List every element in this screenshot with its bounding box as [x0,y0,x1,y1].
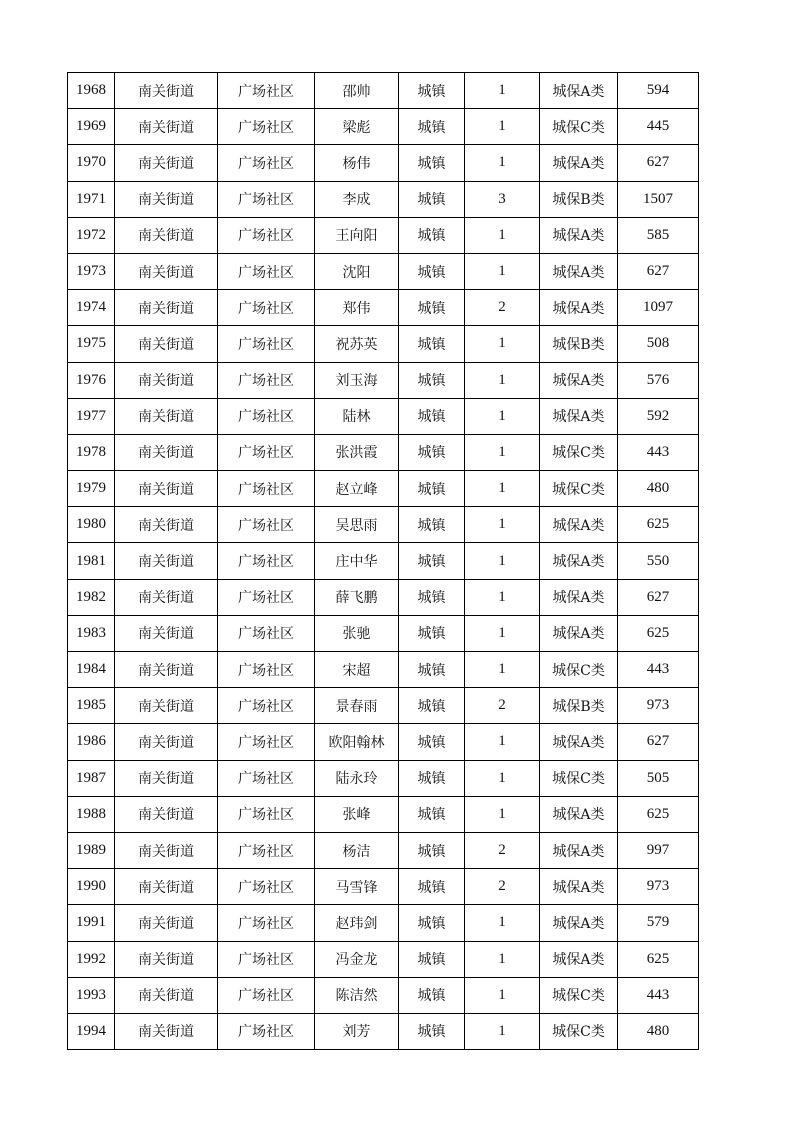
street-cell: 南关街道 [115,543,218,579]
community-cell: 广场社区 [218,290,315,326]
community-cell: 广场社区 [218,362,315,398]
row-number-cell: 1992 [68,941,115,977]
residence-type-cell: 城镇 [399,579,465,615]
street-cell: 南关街道 [115,652,218,688]
community-cell: 广场社区 [218,760,315,796]
category-cell: 城保A类 [540,398,618,434]
amount-cell: 625 [618,941,699,977]
person-name-cell: 梁彪 [315,109,399,145]
category-cell: 城保C类 [540,471,618,507]
category-cell: 城保C类 [540,760,618,796]
table-row [68,688,699,724]
street-cell: 南关街道 [115,832,218,868]
people-count-cell: 1 [465,543,540,579]
community-cell: 广场社区 [218,326,315,362]
community-cell: 广场社区 [218,1013,315,1049]
table-row [68,1013,699,1049]
table-body [68,73,699,1050]
residence-type-cell: 城镇 [399,362,465,398]
row-number-cell: 1988 [68,796,115,832]
category-cell: 城保A类 [540,724,618,760]
row-number-cell: 1983 [68,615,115,651]
person-name-cell: 郑伟 [315,290,399,326]
community-cell: 广场社区 [218,579,315,615]
residence-type-cell: 城镇 [399,832,465,868]
category-cell: 城保A类 [540,507,618,543]
row-number-cell: 1970 [68,145,115,181]
amount-cell: 443 [618,434,699,470]
category-cell: 城保A类 [540,73,618,109]
table-row [68,832,699,868]
category-cell: 城保A类 [540,832,618,868]
amount-cell: 443 [618,652,699,688]
table-row [68,760,699,796]
table-row [68,615,699,651]
residence-type-cell: 城镇 [399,507,465,543]
amount-cell: 625 [618,796,699,832]
table-row [68,977,699,1013]
residence-type-cell: 城镇 [399,796,465,832]
amount-cell: 973 [618,869,699,905]
category-cell: 城保A类 [540,145,618,181]
person-name-cell: 张洪霞 [315,434,399,470]
community-cell: 广场社区 [218,181,315,217]
person-name-cell: 赵玮剑 [315,905,399,941]
category-cell: 城保A类 [540,869,618,905]
people-count-cell: 1 [465,434,540,470]
table-row [68,145,699,181]
street-cell: 南关街道 [115,941,218,977]
residence-type-cell: 城镇 [399,471,465,507]
person-name-cell: 马雪锋 [315,869,399,905]
people-count-cell: 1 [465,109,540,145]
street-cell: 南关街道 [115,109,218,145]
row-number-cell: 1972 [68,217,115,253]
category-cell: 城保A类 [540,253,618,289]
people-count-cell: 1 [465,760,540,796]
row-number-cell: 1984 [68,652,115,688]
row-number-cell: 1971 [68,181,115,217]
street-cell: 南关街道 [115,73,218,109]
table-row [68,724,699,760]
residence-type-cell: 城镇 [399,326,465,362]
street-cell: 南关街道 [115,869,218,905]
amount-cell: 505 [618,760,699,796]
row-number-cell: 1979 [68,471,115,507]
amount-cell: 1097 [618,290,699,326]
residence-type-cell: 城镇 [399,543,465,579]
person-name-cell: 陆永玲 [315,760,399,796]
street-cell: 南关街道 [115,253,218,289]
street-cell: 南关街道 [115,398,218,434]
community-cell: 广场社区 [218,977,315,1013]
people-count-cell: 1 [465,398,540,434]
amount-cell: 445 [618,109,699,145]
table-row [68,579,699,615]
people-count-cell: 1 [465,579,540,615]
residence-type-cell: 城镇 [399,905,465,941]
table-row [68,181,699,217]
person-name-cell: 李成 [315,181,399,217]
street-cell: 南关街道 [115,724,218,760]
amount-cell: 480 [618,471,699,507]
person-name-cell: 景春雨 [315,688,399,724]
table-row [68,543,699,579]
amount-cell: 592 [618,398,699,434]
street-cell: 南关街道 [115,471,218,507]
table-row [68,362,699,398]
row-number-cell: 1973 [68,253,115,289]
street-cell: 南关街道 [115,326,218,362]
amount-cell: 508 [618,326,699,362]
category-cell: 城保C类 [540,1013,618,1049]
people-count-cell: 1 [465,905,540,941]
community-cell: 广场社区 [218,507,315,543]
amount-cell: 550 [618,543,699,579]
row-number-cell: 1969 [68,109,115,145]
street-cell: 南关街道 [115,290,218,326]
row-number-cell: 1991 [68,905,115,941]
table-row [68,869,699,905]
street-cell: 南关街道 [115,362,218,398]
amount-cell: 625 [618,615,699,651]
row-number-cell: 1982 [68,579,115,615]
amount-cell: 627 [618,579,699,615]
person-name-cell: 杨洁 [315,832,399,868]
row-number-cell: 1981 [68,543,115,579]
residence-type-cell: 城镇 [399,941,465,977]
person-name-cell: 陆林 [315,398,399,434]
amount-cell: 576 [618,362,699,398]
street-cell: 南关街道 [115,1013,218,1049]
person-name-cell: 沈阳 [315,253,399,289]
residence-type-cell: 城镇 [399,145,465,181]
person-name-cell: 祝苏英 [315,326,399,362]
person-name-cell: 张驰 [315,615,399,651]
row-number-cell: 1978 [68,434,115,470]
amount-cell: 627 [618,145,699,181]
community-cell: 广场社区 [218,543,315,579]
people-count-cell: 1 [465,1013,540,1049]
person-name-cell: 刘芳 [315,1013,399,1049]
people-count-cell: 1 [465,724,540,760]
table-row [68,290,699,326]
row-number-cell: 1994 [68,1013,115,1049]
people-count-cell: 1 [465,652,540,688]
residence-type-cell: 城镇 [399,688,465,724]
category-cell: 城保A类 [540,905,618,941]
community-cell: 广场社区 [218,796,315,832]
amount-cell: 1507 [618,181,699,217]
street-cell: 南关街道 [115,145,218,181]
amount-cell: 627 [618,724,699,760]
person-name-cell: 陈洁然 [315,977,399,1013]
row-number-cell: 1993 [68,977,115,1013]
street-cell: 南关街道 [115,615,218,651]
amount-cell: 480 [618,1013,699,1049]
street-cell: 南关街道 [115,688,218,724]
person-name-cell: 冯金龙 [315,941,399,977]
people-count-cell: 1 [465,977,540,1013]
residence-type-cell: 城镇 [399,181,465,217]
person-name-cell: 吴思雨 [315,507,399,543]
table-row [68,652,699,688]
amount-cell: 443 [618,977,699,1013]
row-number-cell: 1986 [68,724,115,760]
residence-type-cell: 城镇 [399,724,465,760]
people-count-cell: 1 [465,507,540,543]
people-count-cell: 1 [465,796,540,832]
people-count-cell: 1 [465,145,540,181]
category-cell: 城保A类 [540,290,618,326]
street-cell: 南关街道 [115,796,218,832]
table-row [68,109,699,145]
residence-type-cell: 城镇 [399,398,465,434]
people-count-cell: 1 [465,253,540,289]
people-count-cell: 1 [465,362,540,398]
people-count-cell: 2 [465,832,540,868]
table-row [68,941,699,977]
community-cell: 广场社区 [218,217,315,253]
person-name-cell: 宋超 [315,652,399,688]
amount-cell: 579 [618,905,699,941]
amount-cell: 997 [618,832,699,868]
community-cell: 广场社区 [218,109,315,145]
row-number-cell: 1976 [68,362,115,398]
residence-type-cell: 城镇 [399,73,465,109]
people-count-cell: 2 [465,869,540,905]
category-cell: 城保B类 [540,326,618,362]
category-cell: 城保C类 [540,109,618,145]
residence-type-cell: 城镇 [399,109,465,145]
category-cell: 城保B类 [540,688,618,724]
street-cell: 南关街道 [115,579,218,615]
row-number-cell: 1987 [68,760,115,796]
row-number-cell: 1968 [68,73,115,109]
people-count-cell: 3 [465,181,540,217]
community-cell: 广场社区 [218,398,315,434]
community-cell: 广场社区 [218,832,315,868]
people-count-cell: 2 [465,688,540,724]
table-row [68,217,699,253]
amount-cell: 973 [618,688,699,724]
street-cell: 南关街道 [115,507,218,543]
street-cell: 南关街道 [115,181,218,217]
community-cell: 广场社区 [218,941,315,977]
community-cell: 广场社区 [218,253,315,289]
table-row [68,507,699,543]
residence-type-cell: 城镇 [399,290,465,326]
category-cell: 城保A类 [540,796,618,832]
category-cell: 城保B类 [540,181,618,217]
table-row [68,905,699,941]
people-count-cell: 1 [465,615,540,651]
residence-type-cell: 城镇 [399,977,465,1013]
category-cell: 城保A类 [540,941,618,977]
residence-type-cell: 城镇 [399,760,465,796]
community-cell: 广场社区 [218,73,315,109]
person-name-cell: 刘玉海 [315,362,399,398]
table-row [68,253,699,289]
community-cell: 广场社区 [218,724,315,760]
category-cell: 城保A类 [540,579,618,615]
residence-type-cell: 城镇 [399,217,465,253]
person-name-cell: 杨伟 [315,145,399,181]
category-cell: 城保A类 [540,615,618,651]
residence-type-cell: 城镇 [399,434,465,470]
category-cell: 城保A类 [540,543,618,579]
residence-type-cell: 城镇 [399,652,465,688]
street-cell: 南关街道 [115,760,218,796]
people-count-cell: 1 [465,326,540,362]
table-row [68,73,699,109]
row-number-cell: 1975 [68,326,115,362]
community-cell: 广场社区 [218,652,315,688]
community-cell: 广场社区 [218,145,315,181]
people-count-cell: 1 [465,471,540,507]
category-cell: 城保C类 [540,434,618,470]
table-row [68,434,699,470]
category-cell: 城保C类 [540,977,618,1013]
table-row [68,326,699,362]
residence-type-cell: 城镇 [399,615,465,651]
person-name-cell: 张峰 [315,796,399,832]
residence-type-cell: 城镇 [399,253,465,289]
person-name-cell: 薛飞鹏 [315,579,399,615]
person-name-cell: 庄中华 [315,543,399,579]
row-number-cell: 1980 [68,507,115,543]
community-cell: 广场社区 [218,869,315,905]
row-number-cell: 1985 [68,688,115,724]
people-count-cell: 1 [465,941,540,977]
row-number-cell: 1990 [68,869,115,905]
category-cell: 城保A类 [540,217,618,253]
data-table [67,72,699,1050]
amount-cell: 625 [618,507,699,543]
category-cell: 城保C类 [540,652,618,688]
people-count-cell: 1 [465,217,540,253]
people-count-cell: 2 [465,290,540,326]
street-cell: 南关街道 [115,434,218,470]
amount-cell: 594 [618,73,699,109]
row-number-cell: 1974 [68,290,115,326]
community-cell: 广场社区 [218,471,315,507]
row-number-cell: 1977 [68,398,115,434]
table-row [68,796,699,832]
person-name-cell: 邵帅 [315,73,399,109]
people-count-cell: 1 [465,73,540,109]
person-name-cell: 欧阳翰林 [315,724,399,760]
table-row [68,471,699,507]
residence-type-cell: 城镇 [399,1013,465,1049]
community-cell: 广场社区 [218,434,315,470]
residence-type-cell: 城镇 [399,869,465,905]
street-cell: 南关街道 [115,977,218,1013]
community-cell: 广场社区 [218,615,315,651]
person-name-cell: 王向阳 [315,217,399,253]
person-name-cell: 赵立峰 [315,471,399,507]
amount-cell: 627 [618,253,699,289]
street-cell: 南关街道 [115,217,218,253]
amount-cell: 585 [618,217,699,253]
table-row [68,398,699,434]
community-cell: 广场社区 [218,905,315,941]
street-cell: 南关街道 [115,905,218,941]
row-number-cell: 1989 [68,832,115,868]
category-cell: 城保A类 [540,362,618,398]
community-cell: 广场社区 [218,688,315,724]
